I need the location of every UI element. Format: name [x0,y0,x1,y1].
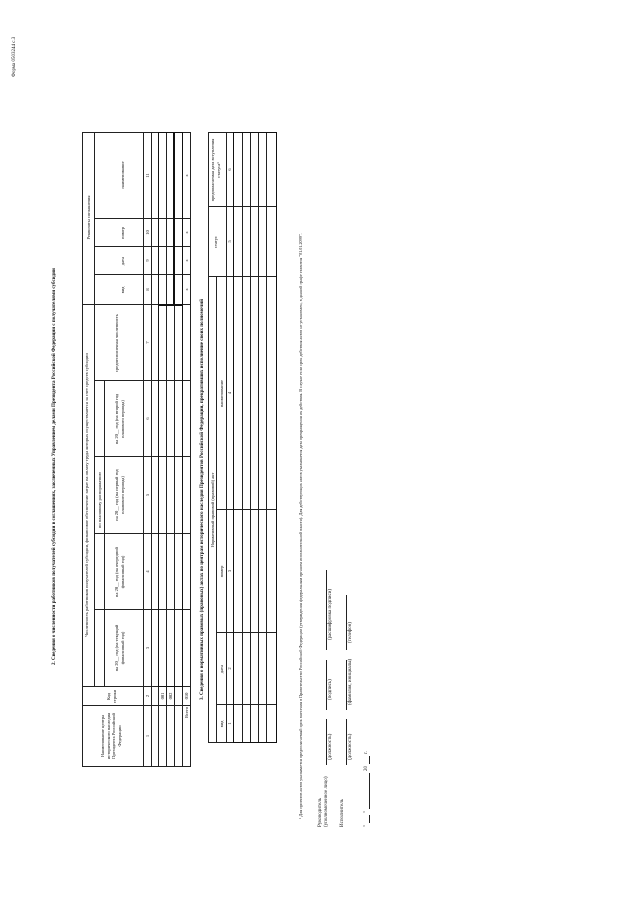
x-mark: x [183,288,189,291]
header-req-group: Реквизиты соглашения [86,195,91,240]
header-kind: вид [120,286,125,294]
header-year3: на 20__ год (на первый год планового периода) [114,469,125,521]
position-caption: (должность) [328,733,333,760]
position-caption-2: (должность) [348,733,353,760]
colnum: 6 [144,417,150,420]
form-code: Форма 0503244 с.3 [12,36,17,77]
act-number-header: номер [219,565,224,578]
act-group-header: Нормативный правовой (правовой) акт [210,472,215,548]
decoding-caption: (расшифровка подписи) [328,588,333,640]
colnum: 4 [144,570,150,573]
colnum: 11 [144,173,150,178]
fio-caption: (фамилия, инициалы) [348,658,353,705]
head-label: Руководитель (уполномоченное лицо) [318,776,329,827]
act-expected-date-header: предполагаемая дата вступления статуса¹ [210,138,221,202]
colnum: 5 [144,493,150,497]
colnum: 8 [144,288,150,291]
x-mark: x [183,231,189,234]
row-code: 001 [159,692,165,700]
header-code: Код строки [106,689,117,704]
date-year-prefix: 20 [364,766,369,771]
header-year4: на 20__ год (на второй год планового периода) [114,393,125,445]
act-kind-header: вид [219,720,224,728]
act-naming-header: наименование [219,379,224,408]
total-code: 010 [183,692,189,700]
colnum: 3 [227,569,233,573]
colnum: 6 [227,168,233,171]
act-status-header: статус [213,235,218,249]
colnum: 2 [144,694,150,698]
act-date-header: дата [219,664,224,674]
x-mark: x [183,174,189,177]
section2-title: 2. Сведения о численности работников получателей субсидии в соглашениях, заключенных Управлением делами Президента Российской Федерации с получателями субсидии [52,268,57,665]
header-name: Наименование центра исторического наследия Президента Российской Федерации [100,712,122,760]
header-avg: среднесписочная численность [114,314,119,372]
footnote: ¹ Для проектов актов указывается предполагаемый срок внесения в Правительство Российской Федерации (утверждения федеральным органом исполнительной власти). Для действующих актов указывается дата прекращения их действия. В случае если срок действия актов не установлен, в данной графе ставится "01.01.2099". [298,233,303,819]
header-number: номер [120,227,125,239]
phone-caption: (телефон) [348,622,353,643]
colnum: 3 [144,646,150,650]
header-plan-group: по плановому распоряжению [97,471,102,529]
signature-caption: (подпись) [328,679,333,700]
colnum: 4 [227,391,233,395]
date-close-quote: " [364,810,369,813]
colnum: 5 [227,240,233,243]
colnum: 1 [227,722,233,725]
row-code: 002 [167,692,173,700]
colnum: 9 [144,259,150,262]
header-naming: наименование [120,161,125,189]
colnum: 1 [144,734,150,738]
section3-title: 3. Сведения о нормативных правовых (правовых) актах по центрам исторического наследия Президентов Российской Федерации, прекративших исполнение своих полномочий [200,299,205,700]
header-staff-group: Численность работников получателей субсидии, финансовое обеспечение затрат на оплату труда которых осуществляется за счет средств субсидии [84,353,89,637]
total-label: Всего [183,707,189,719]
header-year1: на 20__ год (на текущий финансовый год) [114,624,125,672]
colnum: 2 [227,667,233,670]
date-open-quote: " [364,824,369,827]
header-date: дата [120,256,125,266]
date-year-suffix: г. [364,751,369,754]
header-year2: на 20__ год (на очередной финансовый год) [114,547,125,597]
executor-label: Исполнитель [340,799,345,827]
x-mark: x [183,259,189,262]
colnum: 10 [144,230,150,235]
colnum: 7 [144,341,150,344]
